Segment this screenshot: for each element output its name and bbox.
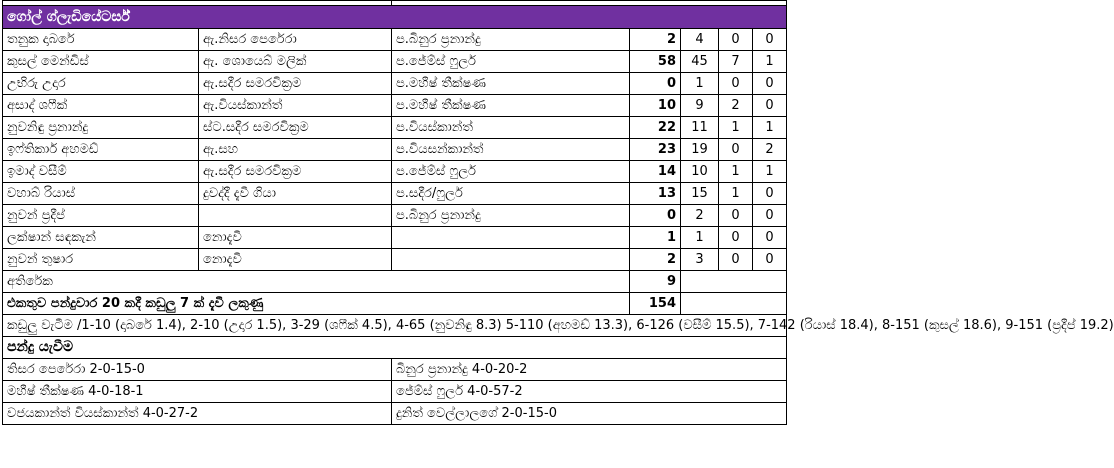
runs-cell: 23 bbox=[630, 139, 681, 161]
balls-cell: 3 bbox=[681, 249, 719, 271]
bowling-title: පන්දු යැවීම bbox=[3, 337, 787, 359]
bowling-row bbox=[3, 381, 787, 403]
fours-cell: 0 bbox=[719, 227, 753, 249]
batting-row bbox=[3, 51, 787, 73]
scorecard bbox=[2, 0, 1114, 425]
batting-row bbox=[3, 117, 787, 139]
runs-cell: 58 bbox=[630, 51, 681, 73]
bowler-figures: ජේම්ස් ෆුලර් 4-0-57-2 bbox=[392, 381, 787, 403]
balls-cell: 9 bbox=[681, 95, 719, 117]
dismissal-bowler: ප.මහීෂ් තීක්ෂණ bbox=[392, 73, 630, 95]
batting-row bbox=[3, 161, 787, 183]
dismissal-fielder: නොදැවී bbox=[199, 227, 392, 249]
fours-cell: 1 bbox=[719, 117, 753, 139]
batting-row bbox=[3, 183, 787, 205]
sixes-cell: 2 bbox=[753, 139, 787, 161]
fours-cell: 0 bbox=[719, 205, 753, 227]
sixes-cell: 0 bbox=[753, 249, 787, 271]
batter-name: නුවන් තුෂාර bbox=[3, 249, 199, 271]
batting-row bbox=[3, 205, 787, 227]
team-name: ගෝල් ග්ලැඩියේටර්ස් bbox=[3, 6, 787, 29]
fours-cell: 7 bbox=[719, 51, 753, 73]
dismissal-bowler: ප.මහීෂ් තීක්ෂණ bbox=[392, 95, 630, 117]
dismissal-fielder: ස්ට.සදීර සමරවික්‍රම bbox=[199, 117, 392, 139]
balls-cell: 1 bbox=[681, 73, 719, 95]
runs-cell: 22 bbox=[630, 117, 681, 139]
sixes-cell: 1 bbox=[753, 51, 787, 73]
fours-cell: 0 bbox=[719, 73, 753, 95]
balls-cell: 19 bbox=[681, 139, 719, 161]
runs-cell: 0 bbox=[630, 205, 681, 227]
dismissal-fielder: ඇ.සදීර සමරවික්‍රම bbox=[199, 161, 392, 183]
dismissal-fielder: ඇ.නිසර පෙරේරා bbox=[199, 29, 392, 51]
balls-cell: 10 bbox=[681, 161, 719, 183]
fall-of-wickets: කඩුලු වැටීම /1-10 (දාබරේ 1.4), 2-10 (උදාර 1.5), 3-29 (ශෆීක් 4.5), 4-65 (නුවනිඳු 8.3) 5-110 (අහමඩ් 13.3), 6-126 (වසීම් 15.5), 7-142 (රියාස් 18.4), 8-151 (කුසල් 18.6), 9-151 (ප්‍රදීප් 19.2) bbox=[3, 315, 787, 337]
bowling-row bbox=[3, 359, 787, 381]
fours-cell: 0 bbox=[719, 139, 753, 161]
dismissal-bowler: ප.බිනුර ප්‍රනාන්දු bbox=[392, 29, 630, 51]
sixes-cell: 0 bbox=[753, 205, 787, 227]
dismissal-bowler: ප.වියසන්කාන්ත් bbox=[392, 139, 630, 161]
dismissal-fielder: දුවද්දී දැවී ගියා bbox=[199, 183, 392, 205]
dismissal-fielder: නොදැවී bbox=[199, 249, 392, 271]
balls-cell: 45 bbox=[681, 51, 719, 73]
runs-cell: 14 bbox=[630, 161, 681, 183]
runs-cell: 13 bbox=[630, 183, 681, 205]
fours-cell: 1 bbox=[719, 183, 753, 205]
scorecard-table bbox=[2, 0, 1114, 425]
balls-cell: 2 bbox=[681, 205, 719, 227]
dismissal-bowler: ප.බිනුර ප්‍රනාන්දු bbox=[392, 205, 630, 227]
sixes-cell: 1 bbox=[753, 161, 787, 183]
dismissal-fielder: ඇ. ශොයෙබ් මලික් bbox=[199, 51, 392, 73]
batter-name: ඉෆ්තිකාර් අහමඩ් bbox=[3, 139, 199, 161]
bowler-figures: බිනුර ප්‍රනාන්දු 4-0-20-2 bbox=[392, 359, 787, 381]
runs-cell: 2 bbox=[630, 249, 681, 271]
dismissal-bowler bbox=[392, 249, 630, 271]
batter-name: උභිරු උදාර bbox=[3, 73, 199, 95]
runs-cell: 1 bbox=[630, 227, 681, 249]
batting-row bbox=[3, 29, 787, 51]
batter-name: ලක්ෂාන් සඳකැන් bbox=[3, 227, 199, 249]
total-blank bbox=[681, 293, 787, 315]
total-value: 154 bbox=[630, 293, 681, 315]
sixes-cell: 0 bbox=[753, 95, 787, 117]
dismissal-fielder bbox=[199, 205, 392, 227]
fours-cell: 0 bbox=[719, 29, 753, 51]
balls-cell: 1 bbox=[681, 227, 719, 249]
extras-row bbox=[3, 271, 787, 293]
extras-value: 9 bbox=[630, 271, 681, 293]
batter-name: නුවනිඳු ප්‍රනාන්දු bbox=[3, 117, 199, 139]
bowler-figures: දුනිත් වෙල්ලාලගේ 2-0-15-0 bbox=[392, 403, 787, 425]
dismissal-bowler: ප.වියස්කාන්ත් bbox=[392, 117, 630, 139]
batter-name: ඉමාද් වසීම් bbox=[3, 161, 199, 183]
batting-row bbox=[3, 249, 787, 271]
balls-cell: 11 bbox=[681, 117, 719, 139]
dismissal-fielder: ඇ.වියස්කාන්ත් bbox=[199, 95, 392, 117]
batting-row bbox=[3, 227, 787, 249]
batter-name: නුවන් ප්‍රදීප් bbox=[3, 205, 199, 227]
sixes-cell: 0 bbox=[753, 73, 787, 95]
dismissal-fielder: ඇ.සදීර සමරවික්‍රම bbox=[199, 73, 392, 95]
batting-row bbox=[3, 95, 787, 117]
fours-cell: 0 bbox=[719, 249, 753, 271]
fours-cell: 2 bbox=[719, 95, 753, 117]
balls-cell: 4 bbox=[681, 29, 719, 51]
runs-cell: 10 bbox=[630, 95, 681, 117]
bowler-figures: මහීෂ් තීක්ෂණ 4-0-18-1 bbox=[3, 381, 392, 403]
dismissal-bowler: ප.ජේම්ස් ෆුලර් bbox=[392, 161, 630, 183]
batting-row bbox=[3, 139, 787, 161]
dismissal-fielder: ඇ.සහ bbox=[199, 139, 392, 161]
batting-row bbox=[3, 73, 787, 95]
total-label: එකතුව පන්දුවාර 20 කදී කඩුලු 7 ක් දැවී ලකුණු bbox=[3, 293, 630, 315]
bowling-header-row bbox=[3, 337, 787, 359]
bowling-row bbox=[3, 403, 787, 425]
runs-cell: 0 bbox=[630, 73, 681, 95]
dismissal-bowler: ප.සදීර/ෆුලර් bbox=[392, 183, 630, 205]
dismissal-bowler bbox=[392, 227, 630, 249]
sixes-cell: 0 bbox=[753, 29, 787, 51]
fours-cell: 1 bbox=[719, 161, 753, 183]
sixes-cell: 0 bbox=[753, 227, 787, 249]
bowler-figures: වජයකාන්ත් වියස්කාන්ත් 4-0-27-2 bbox=[3, 403, 392, 425]
batter-name: කුසල් මෙන්ඩිස් bbox=[3, 51, 199, 73]
dismissal-bowler: ප.ජේම්ස් ෆුලර් bbox=[392, 51, 630, 73]
batter-name: අසාද් ශෆීක් bbox=[3, 95, 199, 117]
sixes-cell: 0 bbox=[753, 183, 787, 205]
batter-name: වහාබ් රියාස් bbox=[3, 183, 199, 205]
batter-name: තනුක දාබරේ bbox=[3, 29, 199, 51]
extras-label: අතිරේක bbox=[3, 271, 630, 293]
total-row bbox=[3, 293, 787, 315]
balls-cell: 15 bbox=[681, 183, 719, 205]
team-header-row bbox=[3, 6, 787, 29]
bowler-figures: තිසර පෙරේරා 2-0-15-0 bbox=[3, 359, 392, 381]
sixes-cell: 1 bbox=[753, 117, 787, 139]
runs-cell: 2 bbox=[630, 29, 681, 51]
fall-of-wickets-row bbox=[3, 315, 787, 337]
extras-blank bbox=[681, 271, 787, 293]
